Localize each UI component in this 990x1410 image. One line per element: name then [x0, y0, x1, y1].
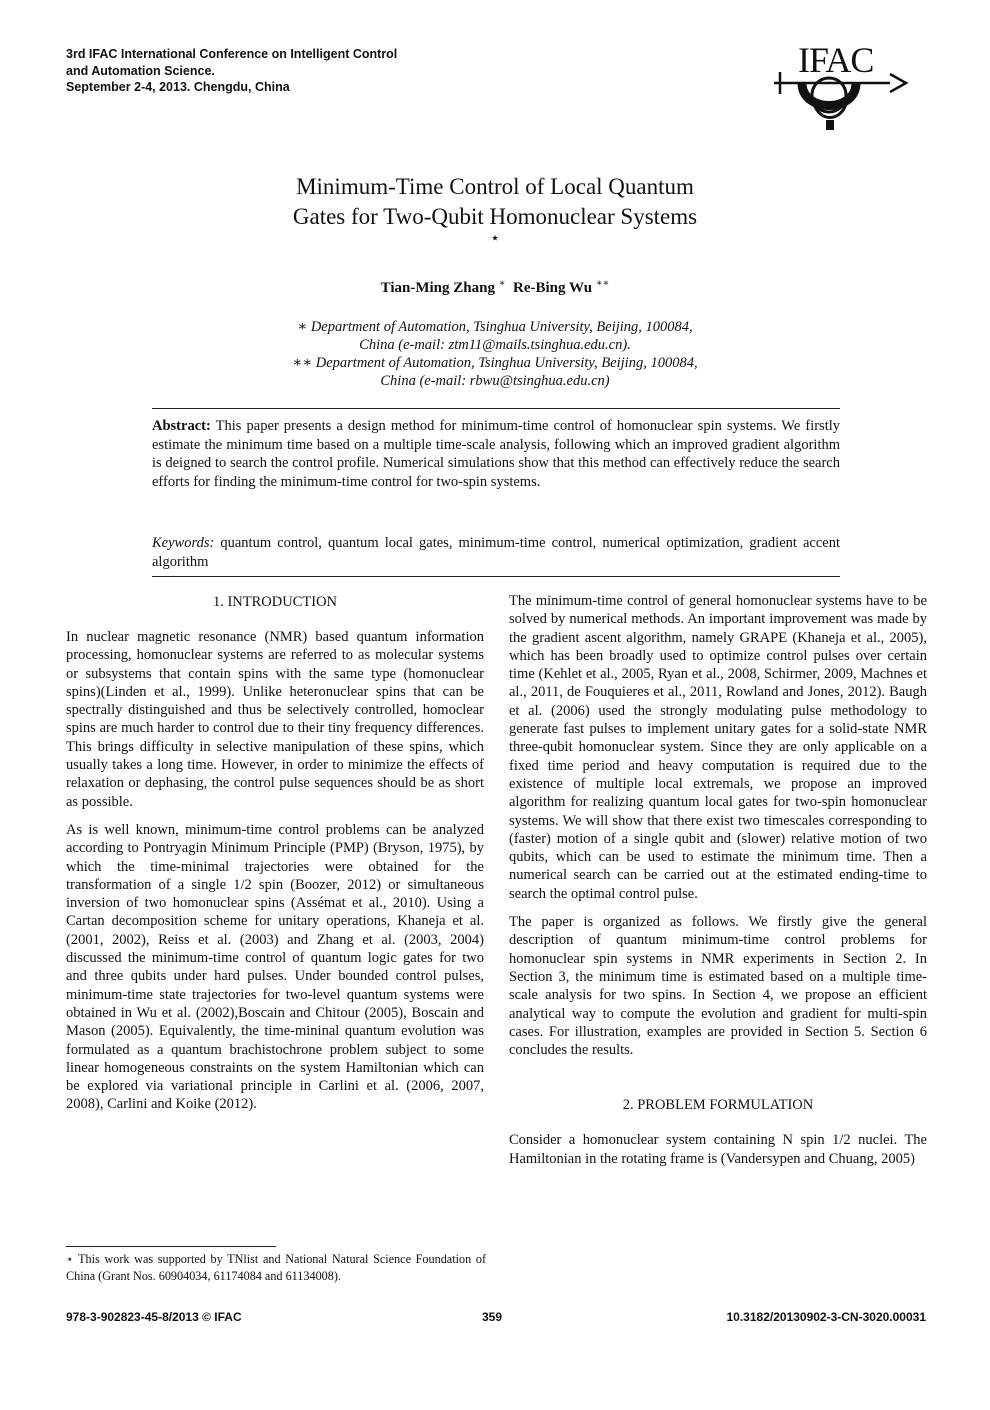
affiliation-line: China (e-mail: ztm11@mails.tsinghua.edu.cn). — [359, 337, 631, 353]
title-line: Gates for Two-Qubit Homonuclear Systems — [292, 204, 698, 229]
affiliation-line: ∗ Department of Automation, Tsinghua University, Beijing, 100084, — [297, 319, 693, 335]
affiliation-line: China (e-mail: rbwu@tsinghua.edu.cn) — [380, 373, 610, 389]
footnote-rule — [66, 1246, 276, 1247]
footer-doi: 10.3182/20130902-3-CN-3020.00031 — [726, 1310, 926, 1324]
body-paragraph: As is well known, minimum-time control problems can be analyzed according to Pontryagin Minimum Principle (PMP) (Bryson, 1975), by which the time-minimal trajectories were obtained for the transformation of a single 1/2 spin (Boozer, 2012) or simultaneous inversion of two homonuclear spins (Assémat et al., 2010). Using a Cartan decomposition scheme for unitary operations, Khaneja et al. (2001, 2002), Reiss et al. (2003) and Zhang et al. (2003, 2004) discussed the minimum-time control of quantum logic gates for two and three qubits under hard pulses. Under bounded control pulses, minimum-time state trajectories for two-level quantum systems were obtained in Wu et al. (2002),Boscain and Chitour (2005), Boscain and Mason (2005). Equivalently, the time-mininal quantum evolution was formulated as a quantum brachistochrone problem subject to some linear homogeneous constraints on the system Hamiltonian which can be explored via variational principle in Carlini et al. (2006, 2007, 2008), Carlini and Koike (2012). — [66, 821, 484, 1113]
body-paragraph: The minimum-time control of general homonuclear systems have to be solved by numerical methods. An important improvement was made by the gradient ascent algorithm, namely GRAPE (Khaneja et al., 2005), which has been broadly used to optimize control pulses over certain time (Kehlet et al., 2005, Ryan et al., 2008, Schirmer, 2009, Machnes et al., 2011, de Fouquieres et al., 2011, Rowland and Jones, 2012). Baugh et al. (2006) used the strongly modulating pulse methodology to generate fast pulses to implement unitary gates for a solid-state NMR three-qubit homonuclear system. Since they are only applicable on a fixed time period and heavy computation is required due to the existence of multiple local extremals, we propose an improved algorithm for realizing quantum local gates for two-spin homonuclear systems. We will show that there exist two timescales corresponding to (faster) motion of a single qubit and (slower) relative motion of two qubits, which can be used to estimate the minimum time. Then a numerical search can be carried out at the estimated ending-time to search the optimal control pulse. — [509, 593, 927, 902]
page-number: 359 — [482, 1310, 503, 1324]
left-column — [66, 592, 484, 1124]
affiliation-line: ∗∗ Department of Automation, Tsinghua University, Beijing, 100084, — [292, 355, 698, 371]
author-list — [0, 278, 990, 297]
footer-isbn: 978-3-902823-45-8/2013 © IFAC — [66, 1310, 242, 1324]
author-name: Re-Bing Wu — [513, 280, 593, 296]
right-column — [509, 592, 927, 1178]
title-line: Minimum-Time Control of Local Quantum — [296, 174, 694, 199]
affiliations — [150, 318, 840, 390]
abstract-text: This paper presents a design method for minimum-time control of homonuclear spin systems. We firstly estimate the minimum time based on a multiple time-scale analysis, following which an improved gradient algorithm is deigned to search the control profile. Numerical simulations show that this method can effectively reduce the search efforts for finding the minimum-time control for two-spin systems. — [152, 418, 840, 490]
ifac-logo — [772, 38, 910, 138]
title-footnote-star: ⋆ — [489, 230, 500, 247]
section-heading: 2. PROBLEM FORMULATION — [622, 1097, 814, 1114]
keywords — [152, 534, 840, 571]
body-paragraph: In nuclear magnetic resonance (NMR) based quantum information processing, homonuclear systems are referred to as molecular systems or subsystems that contain spins with the same type (homonuclear spins)(Linden et al., 1999). Unlike heteronuclear spins that can be spectrally distinguished and thus be selectively controlled, homoclear spins are much harder to control due to their tiny frequency differences. This brings difficulty in selective manipulation of these spins, which usually takes a long time. However, in order to minimize the effects of relaxation or dephasing, the control pulse sequences should be as short as possible. — [66, 629, 484, 810]
page-footer — [66, 1310, 926, 1328]
keywords-label: Keywords: — [152, 535, 215, 551]
abstract-top-rule — [152, 408, 840, 409]
conference-line: 3rd IFAC International Conference on Intelligent Control — [66, 47, 398, 61]
conference-line: September 2-4, 2013. Chengdu, China — [66, 80, 290, 94]
author-mark: ∗ — [498, 278, 506, 289]
body-paragraph: The paper is organized as follows. We firstly give the general description of quantum minimum-time control problems for homonuclear spin systems in NMR experiments in Section 2. In Section 3, the minimum time is estimated based on a multiple time-scale analysis for two spins. In Section 4, we propose an efficient analytical way to compute the evolution and gradient for multi-spin cases. For illustration, examples are provided in Section 5. Section 6 concludes the results. — [509, 914, 927, 1059]
section-heading: 1. INTRODUCTION — [212, 594, 338, 610]
body-paragraph: Consider a homonuclear system containing N spin 1/2 nuclei. The Hamiltonian in the rotating frame is (Vandersypen and Chuang, 2005) — [509, 1132, 927, 1167]
author-name: Tian-Ming Zhang — [380, 280, 495, 296]
abstract — [152, 417, 840, 491]
keywords-text: quantum control, quantum local gates, minimum-time control, numerical optimization, gradient accent algorithm — [152, 535, 841, 570]
paper-title — [150, 172, 840, 232]
footnote: ⋆ This work was supported by TNlist and National Natural Science Foundation of China (Grant Nos. 60904034, 61174084 and 61134008). — [66, 1252, 486, 1283]
ifac-logo-text: IFAC — [798, 40, 874, 80]
abstract-label: Abstract: — [152, 418, 211, 434]
conference-header — [66, 46, 486, 96]
author-mark: ∗∗ — [595, 278, 610, 289]
conference-line: and Automation Science. — [66, 63, 215, 78]
abstract-bottom-rule — [152, 576, 840, 577]
